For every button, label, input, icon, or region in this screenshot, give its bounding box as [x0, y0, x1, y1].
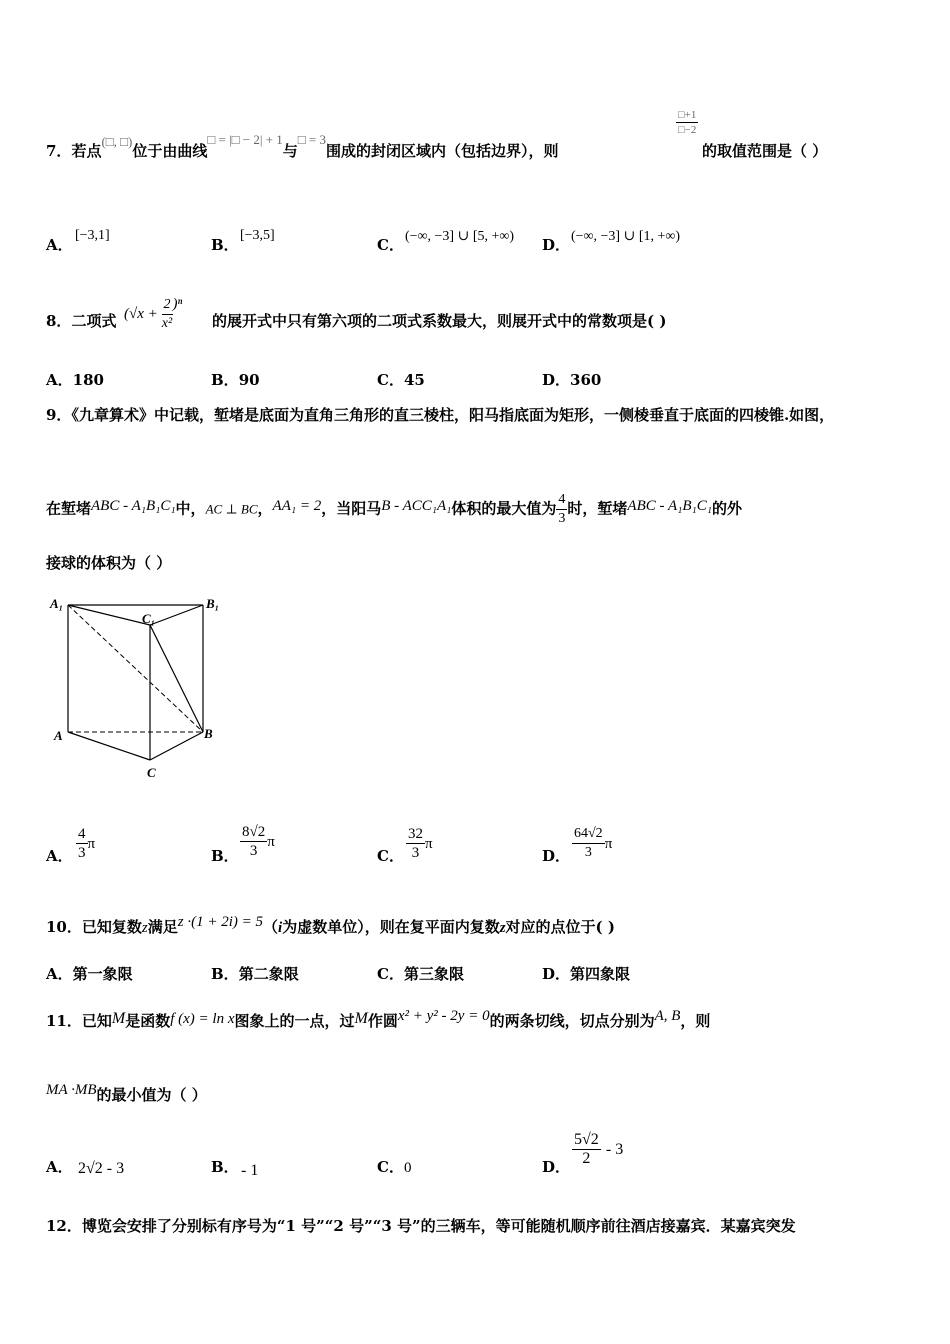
q10-stem: 10．已知复数z满足z ·(1 + 2i) = 5（i为虚数单位），则在复平面内复数z对应的点位于( ): [46, 914, 615, 936]
q11-stem-line2: MA ·MB的最小值为（ ）: [46, 1082, 207, 1104]
edge-a-c: [68, 732, 150, 760]
q9-stem-line2: 在堑堵ABC - A₁B₁C₁中，AC ⊥ BC，AA₁ = 2，当阳马B - ACC₁A₁体积的最大值为 $\frac{4}{3}$ 时，堑堵ABC - A₁B₁C₁的外: [46, 492, 742, 526]
q11-option-b[interactable]: B．: [211, 1158, 239, 1176]
q9-stem-line1: 9．《九章算术》中记载，堑堵是底面为直角三角形的直三棱柱，阳马指底面为矩形，一侧棱垂直于底面的四棱锥.如图，: [46, 406, 835, 424]
q8-stem: 8．二项式: [46, 312, 117, 330]
q7-option-a[interactable]: A．: [46, 236, 73, 254]
q7-curve: □ = |□ − 2| + 1: [207, 132, 283, 147]
q9-option-a[interactable]: A．: [46, 847, 73, 865]
label-b: B: [204, 726, 213, 741]
label-a1: A₁: [50, 596, 64, 611]
q12-number: 12．: [46, 1217, 82, 1235]
q9-option-c[interactable]: C．: [377, 847, 404, 865]
q7-stem-end: 的取值范围是（ ）: [702, 142, 828, 160]
q11-option-a[interactable]: A．: [46, 1158, 73, 1176]
q8-option-c[interactable]: C．45: [377, 371, 425, 389]
q8-option-d[interactable]: D．360: [542, 371, 602, 389]
q7-line: □ = 3: [297, 132, 326, 147]
q7-option-c[interactable]: C．: [377, 236, 404, 254]
edge-c-b: [150, 732, 203, 760]
label-c: C: [147, 765, 156, 780]
q11-number: 11．: [46, 1012, 82, 1030]
q7-fraction: $\frac{□+1}{□-2}$: [678, 109, 697, 136]
q10-option-c[interactable]: C．第三象限: [377, 965, 464, 983]
q9-option-b[interactable]: B．: [211, 847, 239, 865]
q12-stem: 12．博览会安排了分别标有序号为“1 号”“2 号”“3 号”的三辆车，等可能随机顺序前往酒店接嘉宾．某嘉宾突发: [46, 1217, 796, 1235]
edge-c1-b1: [150, 605, 203, 625]
edge-a1-b-hidden: [68, 605, 203, 732]
label-b1: B₁: [206, 596, 220, 611]
edge-a1-c1: [68, 605, 150, 625]
q7-number: 7．: [46, 142, 72, 160]
q10-option-d[interactable]: D．第四象限: [542, 965, 631, 983]
q8-stem-end: 的展开式中只有第六项的二项式系数最大，则展开式中的常数项是( ): [212, 312, 667, 330]
q7-stem: 7．若点(□, □)位于由曲线□ = |□ − 2| + 1与□ = 3围成的封闭区域内（包括边界），则: [46, 132, 559, 160]
q7-point: (□, □): [101, 134, 133, 149]
q11-option-c[interactable]: C．0: [377, 1158, 412, 1176]
label-a: A: [54, 728, 63, 743]
prism-figure: [46, 590, 236, 785]
q11-option-d[interactable]: D．: [542, 1158, 571, 1176]
edge-c1-b: [150, 625, 203, 732]
q7-option-b[interactable]: B．: [211, 236, 239, 254]
q8-option-a[interactable]: A．180: [46, 371, 104, 389]
label-c1: C₁: [142, 611, 156, 626]
q8-option-b[interactable]: B．90: [211, 371, 260, 389]
q9-option-d[interactable]: D．: [542, 847, 571, 865]
q7-option-d[interactable]: D．: [542, 236, 571, 254]
q9-number: 9．: [46, 406, 72, 424]
q8-expression: (√x + $\frac{2}{\text{x²}}$ )ⁿ: [124, 295, 183, 331]
q8-number: 8．: [46, 312, 72, 330]
q10-option-b[interactable]: B．第二象限: [211, 965, 299, 983]
q10-option-a[interactable]: A．第一象限: [46, 965, 133, 983]
q10-number: 10．: [46, 918, 82, 936]
q9-stem-line3: 接球的体积为（ ）: [46, 554, 172, 572]
q11-stem-line1: 11．已知M是函数f (x) = ln x图象上的一点，过M作圆x² + y² - 2y = 0的两条切线，切点分别为A, B，则: [46, 1008, 711, 1030]
